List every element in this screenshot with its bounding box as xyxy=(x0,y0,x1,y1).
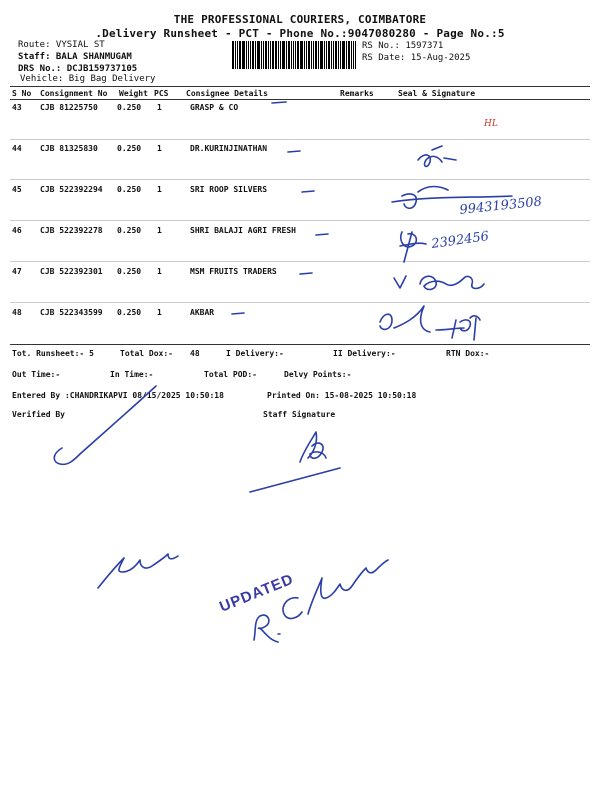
barcode-bar xyxy=(268,41,269,69)
col-seal-signature: Seal & Signature xyxy=(398,89,476,98)
row-weight: 0.250 xyxy=(117,103,142,112)
barcode-bar xyxy=(265,41,267,69)
row-divider xyxy=(10,261,590,262)
row-sno: 43 xyxy=(12,103,22,112)
signature-row-47 xyxy=(394,276,484,289)
barcode-bar xyxy=(250,41,251,69)
col-remarks: Remarks xyxy=(340,89,374,98)
barcode-bar xyxy=(328,41,330,69)
row-consignee: DR.KURINJINATHAN xyxy=(190,144,268,153)
row-divider xyxy=(10,179,590,180)
barcode-bar xyxy=(257,41,260,69)
barcode-bar xyxy=(272,41,274,69)
total-dox-label: Total Dox:- xyxy=(120,349,173,358)
row-divider xyxy=(10,139,590,140)
company-name: THE PROFESSIONAL COURIERS, COIMBATORE xyxy=(173,13,427,26)
row-consignee: AKBAR xyxy=(190,308,215,317)
barcode-bar xyxy=(275,41,277,69)
barcode-bar xyxy=(248,41,249,69)
row-consignment: CJB 522392278 xyxy=(40,226,103,235)
barcode-bar xyxy=(237,41,238,69)
row-consignee: GRASP & CO xyxy=(190,103,239,112)
updated-stamp: UPDATED xyxy=(217,570,297,616)
handwritten-phone-2: 2392456 xyxy=(430,229,490,252)
entered-by: Entered By :CHANDRIKAPVI 08/15/2025 10:50:18 xyxy=(12,391,224,400)
barcode-bar xyxy=(320,41,323,69)
ii-delivery: II Delivery:- xyxy=(333,349,396,358)
barcode-bar xyxy=(278,41,279,69)
handwritten-phone-1: 9943193508 xyxy=(458,194,543,218)
barcode-bar xyxy=(235,41,236,69)
staff-label: Staff: BALA SHANMUGAM xyxy=(18,52,132,62)
barcode-bar xyxy=(318,41,319,69)
row-consignment: CJB 522343599 xyxy=(40,308,103,317)
barcode-bar xyxy=(255,41,256,69)
barcode-bar xyxy=(286,41,287,69)
row-weight: 0.250 xyxy=(117,226,142,235)
verified-by: Verified By xyxy=(12,410,65,419)
barcode-bar xyxy=(335,41,337,69)
printed-on: Printed On: 15-08-2025 10:50:18 xyxy=(267,391,417,400)
row-sno: 48 xyxy=(12,308,22,317)
row-weight: 0.250 xyxy=(117,144,142,153)
row-divider xyxy=(10,302,590,303)
row-consignee: MSM FRUITS TRADERS xyxy=(190,267,277,276)
row-pcs: 1 xyxy=(157,185,162,194)
col-consignment: Consignment No xyxy=(40,89,108,98)
barcode-bar xyxy=(346,41,347,69)
barcode-bar xyxy=(246,41,247,69)
barcode-bar xyxy=(313,41,314,69)
route-label: Route: VYSIAL ST xyxy=(18,40,105,50)
signature-row-44 xyxy=(418,146,456,166)
table-top-rule xyxy=(10,86,590,87)
row-pcs: 1 xyxy=(157,144,162,153)
col-consignee: Consignee Details xyxy=(186,89,268,98)
runsheet-subtitle: .Delivery Runsheet - PCT - Phone No.:9047080280 - Page No.:5 xyxy=(95,27,505,40)
row-sno: 44 xyxy=(12,144,22,153)
col-pcs: PCS xyxy=(154,89,169,98)
signature-initial xyxy=(254,615,280,642)
barcode-bar xyxy=(242,41,245,69)
barcode-bar xyxy=(308,41,310,69)
total-dox-value: 48 xyxy=(190,349,200,358)
barcode-bar xyxy=(295,41,296,69)
row-consignment: CJB 522392301 xyxy=(40,267,103,276)
barcode-bar xyxy=(252,41,254,69)
vehicle-label: Vehicle: Big Bag Delivery xyxy=(20,74,156,84)
row-divider xyxy=(10,220,590,221)
row-sno: 46 xyxy=(12,226,22,235)
barcode-bar xyxy=(288,41,290,69)
table-header-rule xyxy=(10,99,590,100)
table-bottom-rule xyxy=(10,344,590,345)
barcode-bar xyxy=(300,41,303,69)
row-pcs: 1 xyxy=(157,308,162,317)
tick-mark xyxy=(316,234,328,235)
row-weight: 0.250 xyxy=(117,267,142,276)
in-time: In Time:- xyxy=(110,370,154,379)
barcode-bar xyxy=(324,41,325,69)
barcode-bar xyxy=(331,41,332,69)
barcode-bar xyxy=(291,41,292,69)
date-mark-row-48 xyxy=(452,316,480,340)
hl-mark: HL xyxy=(484,119,498,129)
barcode-bar xyxy=(355,41,356,69)
rtn-dox: RTN Dox:- xyxy=(446,349,490,358)
row-sno: 45 xyxy=(12,185,22,194)
staff-signature-label: Staff Signature xyxy=(263,410,336,419)
barcode-bar xyxy=(333,41,334,69)
row-consignee: SHRI BALAJI AGRI FRESH xyxy=(190,226,296,235)
tot-runsheet: Tot. Runsheet:- 5 xyxy=(12,349,94,358)
row-weight: 0.250 xyxy=(117,185,142,194)
staff-signature xyxy=(300,432,326,462)
barcode-bar xyxy=(270,41,271,69)
barcode-bar xyxy=(348,41,350,69)
barcode-bar xyxy=(353,41,354,69)
row-consignment: CJB 81325830 xyxy=(40,144,98,153)
barcode-bar xyxy=(282,41,285,69)
tick-mark xyxy=(232,313,244,314)
barcode-bar xyxy=(263,41,264,69)
runsheet-barcode xyxy=(232,41,357,69)
row-consignment: CJB 522392294 xyxy=(40,185,103,194)
barcode-bar xyxy=(326,41,327,69)
col-sno: S No xyxy=(12,89,32,98)
rs-date: RS Date: 15-Aug-2025 xyxy=(362,53,471,63)
barcode-bar xyxy=(280,41,281,69)
rs-number: RS No.: 1597371 xyxy=(362,41,444,51)
barcode-bar xyxy=(239,41,241,69)
i-delivery: I Delivery:- xyxy=(226,349,284,358)
signature-row-46 xyxy=(400,232,426,262)
signature-row-45 xyxy=(392,187,512,209)
tick-mark xyxy=(302,191,314,192)
signature-row-48 xyxy=(380,306,464,332)
lower-scribble xyxy=(98,554,178,588)
tick-mark xyxy=(272,102,286,103)
barcode-bar xyxy=(311,41,312,69)
staff-signature-underline xyxy=(250,468,340,492)
barcode-bar xyxy=(338,41,339,69)
col-weight: Weight xyxy=(119,89,148,98)
row-pcs: 1 xyxy=(157,226,162,235)
tick-mark xyxy=(300,273,312,274)
delvy-points: Delvy Points:- xyxy=(284,370,352,379)
row-sno: 47 xyxy=(12,267,22,276)
row-consignment: CJB 81225750 xyxy=(40,103,98,112)
barcode-bar xyxy=(340,41,341,69)
barcode-bar xyxy=(297,41,299,69)
barcode-bar xyxy=(306,41,307,69)
drs-number: DRS No.: DCJB159737105 xyxy=(18,64,138,74)
signature-name xyxy=(283,560,388,618)
total-pod: Total POD:- xyxy=(204,370,257,379)
barcode-bar xyxy=(351,41,352,69)
row-pcs: 1 xyxy=(157,103,162,112)
barcode-bar xyxy=(232,41,234,69)
row-pcs: 1 xyxy=(157,267,162,276)
barcode-bar xyxy=(315,41,317,69)
barcode-bar xyxy=(342,41,345,69)
row-weight: 0.250 xyxy=(117,308,142,317)
row-consignee: SRI ROOP SILVERS xyxy=(190,185,268,194)
barcode-bar xyxy=(304,41,305,69)
barcode-bar xyxy=(261,41,262,69)
barcode-bar xyxy=(293,41,294,69)
out-time: Out Time:- xyxy=(12,370,61,379)
tick-mark xyxy=(288,151,300,152)
